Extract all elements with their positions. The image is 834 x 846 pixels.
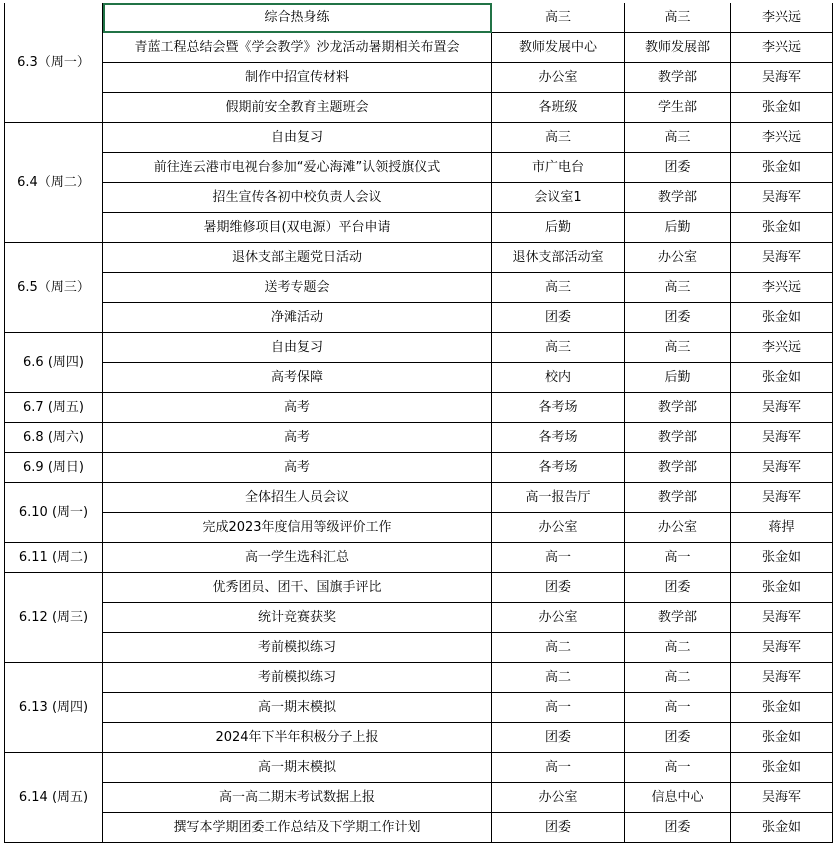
- event-cell[interactable]: 高一高二期末考试数据上报: [103, 783, 492, 813]
- department-cell[interactable]: 教学部: [625, 63, 731, 93]
- table-row: [5, 183, 833, 213]
- person-cell[interactable]: 张金如: [731, 213, 833, 243]
- table-row: [5, 153, 833, 183]
- event-cell[interactable]: 高一学生选科汇总: [103, 543, 492, 573]
- place-cell[interactable]: 高一: [492, 693, 625, 723]
- department-cell[interactable]: 教学部: [625, 483, 731, 513]
- event-cell[interactable]: 自由复习: [103, 123, 492, 153]
- event-cell[interactable]: 全体招生人员会议: [103, 483, 492, 513]
- person-cell[interactable]: 张金如: [731, 753, 833, 783]
- event-cell[interactable]: 完成2023年度信用等级评价工作: [103, 513, 492, 543]
- department-cell[interactable]: 教学部: [625, 183, 731, 213]
- table-row: [5, 723, 833, 753]
- table-row: [5, 273, 833, 303]
- table-row: [5, 393, 833, 423]
- place-cell[interactable]: 团委: [492, 303, 625, 333]
- date-cell[interactable]: 6.7 (周五): [5, 393, 103, 423]
- table-row: [5, 543, 833, 573]
- event-cell[interactable]: 送考专题会: [103, 273, 492, 303]
- person-cell[interactable]: 张金如: [731, 303, 833, 333]
- place-cell[interactable]: 团委: [492, 813, 625, 843]
- place-cell[interactable]: 办公室: [492, 63, 625, 93]
- table-row: [5, 3, 833, 33]
- date-cell[interactable]: 6.5（周三）: [5, 243, 103, 333]
- person-cell[interactable]: 李兴远: [731, 123, 833, 153]
- person-cell[interactable]: 李兴远: [731, 333, 833, 363]
- place-cell[interactable]: 校内: [492, 363, 625, 393]
- department-cell[interactable]: 教学部: [625, 393, 731, 423]
- department-cell[interactable]: 高一: [625, 693, 731, 723]
- department-cell[interactable]: 教学部: [625, 603, 731, 633]
- person-cell[interactable]: 李兴远: [731, 3, 833, 33]
- table-row: [5, 603, 833, 633]
- department-cell[interactable]: 高一: [625, 753, 731, 783]
- table-row: [5, 693, 833, 723]
- place-cell[interactable]: 会议室1: [492, 183, 625, 213]
- event-cell[interactable]: 考前模拟练习: [103, 633, 492, 663]
- event-cell[interactable]: 高一期末模拟: [103, 693, 492, 723]
- event-cell[interactable]: 制作中招宣传材料: [103, 63, 492, 93]
- person-cell[interactable]: 张金如: [731, 573, 833, 603]
- table-row: [5, 663, 833, 693]
- person-cell[interactable]: 张金如: [731, 543, 833, 573]
- place-cell[interactable]: 市广电台: [492, 153, 625, 183]
- person-cell[interactable]: 蒋捍: [731, 513, 833, 543]
- place-cell[interactable]: 高一: [492, 753, 625, 783]
- department-cell[interactable]: 团委: [625, 153, 731, 183]
- department-cell[interactable]: 高二: [625, 633, 731, 663]
- event-cell[interactable]: 前往连云港市电视台参加“爱心海滩”认领授旗仪式: [103, 153, 492, 183]
- person-cell[interactable]: 吴海军: [731, 183, 833, 213]
- table-row: [5, 633, 833, 663]
- event-cell[interactable]: 青蓝工程总结会暨《学会教学》沙龙活动暑期相关布置会: [103, 33, 492, 63]
- department-cell[interactable]: 后勤: [625, 363, 731, 393]
- place-cell[interactable]: 高二: [492, 663, 625, 693]
- place-cell[interactable]: 退休支部活动室: [492, 243, 625, 273]
- table-row: [5, 333, 833, 363]
- place-cell[interactable]: 高一报告厅: [492, 483, 625, 513]
- place-cell[interactable]: 高三: [492, 3, 625, 33]
- event-cell[interactable]: 高考保障: [103, 363, 492, 393]
- place-cell[interactable]: 高三: [492, 123, 625, 153]
- date-cell[interactable]: 6.3（周一）: [5, 3, 103, 123]
- event-cell[interactable]: 自由复习: [103, 333, 492, 363]
- department-cell[interactable]: 高一: [625, 543, 731, 573]
- place-cell[interactable]: 办公室: [492, 603, 625, 633]
- event-cell[interactable]: 撰写本学期团委工作总结及下学期工作计划: [103, 813, 492, 843]
- table-row: [5, 813, 833, 843]
- date-cell[interactable]: 6.6 (周四): [5, 333, 103, 393]
- event-cell[interactable]: 优秀团员、团干、国旗手评比: [103, 573, 492, 603]
- table-row: [5, 363, 833, 393]
- person-cell[interactable]: 张金如: [731, 813, 833, 843]
- department-cell[interactable]: 办公室: [625, 243, 731, 273]
- event-cell[interactable]: 高考: [103, 393, 492, 423]
- person-cell[interactable]: 吴海军: [731, 783, 833, 813]
- table-row: [5, 483, 833, 513]
- department-cell[interactable]: 办公室: [625, 513, 731, 543]
- person-cell[interactable]: 张金如: [731, 693, 833, 723]
- event-cell[interactable]: 2024年下半年积极分子上报: [103, 723, 492, 753]
- schedule-body: [5, 3, 833, 843]
- table-row: [5, 243, 833, 273]
- table-row: [5, 783, 833, 813]
- person-cell[interactable]: 吴海军: [731, 663, 833, 693]
- table-row: [5, 63, 833, 93]
- department-cell[interactable]: 学生部: [625, 93, 731, 123]
- place-cell[interactable]: 高三: [492, 333, 625, 363]
- department-cell[interactable]: 教学部: [625, 423, 731, 453]
- date-cell[interactable]: 6.4（周二）: [5, 123, 103, 243]
- schedule-table: [4, 3, 833, 843]
- person-cell[interactable]: 吴海军: [731, 603, 833, 633]
- department-cell[interactable]: 团委: [625, 813, 731, 843]
- place-cell[interactable]: 办公室: [492, 783, 625, 813]
- event-cell[interactable]: 暑期维修项目(双电源）平台申请: [103, 213, 492, 243]
- department-cell[interactable]: 高三: [625, 273, 731, 303]
- person-cell[interactable]: 李兴远: [731, 273, 833, 303]
- table-row: [5, 753, 833, 783]
- table-row: [5, 93, 833, 123]
- department-cell[interactable]: 团委: [625, 303, 731, 333]
- person-cell[interactable]: 吴海军: [731, 633, 833, 663]
- place-cell[interactable]: 各考场: [492, 453, 625, 483]
- table-row: [5, 213, 833, 243]
- place-cell[interactable]: 后勤: [492, 213, 625, 243]
- person-cell[interactable]: 张金如: [731, 363, 833, 393]
- date-cell[interactable]: 6.10 (周一): [5, 483, 103, 543]
- event-cell[interactable]: 统计竞赛获奖: [103, 603, 492, 633]
- person-cell[interactable]: 吴海军: [731, 393, 833, 423]
- place-cell[interactable]: 高一: [492, 543, 625, 573]
- event-cell[interactable]: 高一期末模拟: [103, 753, 492, 783]
- place-cell[interactable]: 教师发展中心: [492, 33, 625, 63]
- person-cell[interactable]: 吴海军: [731, 243, 833, 273]
- person-cell[interactable]: 李兴远: [731, 33, 833, 63]
- place-cell[interactable]: 高二: [492, 633, 625, 663]
- table-row: [5, 513, 833, 543]
- event-cell[interactable]: 高考: [103, 453, 492, 483]
- place-cell[interactable]: 各考场: [492, 393, 625, 423]
- table-row: [5, 573, 833, 603]
- department-cell[interactable]: 高二: [625, 663, 731, 693]
- table-row: [5, 33, 833, 63]
- department-cell[interactable]: 高三: [625, 3, 731, 33]
- person-cell[interactable]: 张金如: [731, 153, 833, 183]
- person-cell[interactable]: 吴海军: [731, 63, 833, 93]
- event-cell[interactable]: 退休支部主题党日活动: [103, 243, 492, 273]
- department-cell[interactable]: 后勤: [625, 213, 731, 243]
- department-cell[interactable]: 团委: [625, 573, 731, 603]
- place-cell[interactable]: 团委: [492, 723, 625, 753]
- date-cell[interactable]: 6.9 (周日): [5, 453, 103, 483]
- department-cell[interactable]: 团委: [625, 723, 731, 753]
- place-cell[interactable]: 办公室: [492, 513, 625, 543]
- event-cell[interactable]: 招生宣传各初中校负责人会议: [103, 183, 492, 213]
- event-cell[interactable]: 考前模拟练习: [103, 663, 492, 693]
- place-cell[interactable]: 各考场: [492, 423, 625, 453]
- event-cell[interactable]: 高考: [103, 423, 492, 453]
- person-cell[interactable]: 吴海军: [731, 453, 833, 483]
- place-cell[interactable]: 各班级: [492, 93, 625, 123]
- department-cell[interactable]: 高三: [625, 123, 731, 153]
- date-cell[interactable]: 6.11 (周二): [5, 543, 103, 573]
- place-cell[interactable]: 高三: [492, 273, 625, 303]
- table-row: [5, 123, 833, 153]
- date-cell[interactable]: 6.8 (周六): [5, 423, 103, 453]
- place-cell[interactable]: 团委: [492, 573, 625, 603]
- person-cell[interactable]: 张金如: [731, 723, 833, 753]
- department-cell[interactable]: 信息中心: [625, 783, 731, 813]
- table-row: [5, 453, 833, 483]
- date-cell[interactable]: 6.13 (周四): [5, 663, 103, 753]
- table-row: [5, 423, 833, 453]
- department-cell[interactable]: 教学部: [625, 453, 731, 483]
- event-cell[interactable]: 假期前安全教育主题班会: [103, 93, 492, 123]
- event-cell[interactable]: 净滩活动: [103, 303, 492, 333]
- table-row: [5, 303, 833, 333]
- person-cell[interactable]: 吴海军: [731, 483, 833, 513]
- event-cell[interactable]: 综合热身练: [103, 3, 492, 33]
- date-cell[interactable]: 6.12 (周三): [5, 573, 103, 663]
- department-cell[interactable]: 高三: [625, 333, 731, 363]
- person-cell[interactable]: 张金如: [731, 93, 833, 123]
- department-cell[interactable]: 教师发展部: [625, 33, 731, 63]
- date-cell[interactable]: 6.14 (周五): [5, 753, 103, 843]
- person-cell[interactable]: 吴海军: [731, 423, 833, 453]
